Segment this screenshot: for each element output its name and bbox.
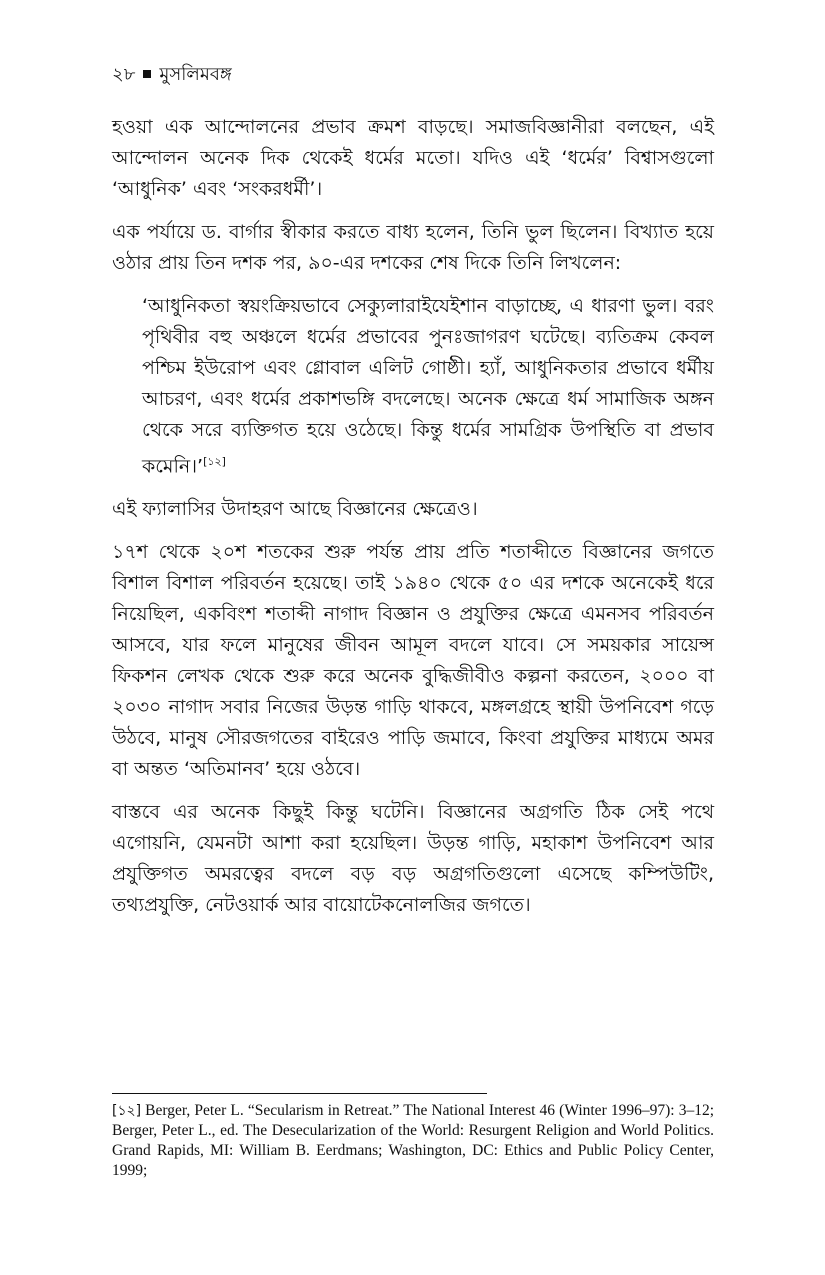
running-head (112, 62, 232, 88)
book-page (112, 0, 714, 1275)
paragraph-1: হওয়া এক আন্দোলনের প্রভাব ক্রমশ বাড়ছে। সমাজবিজ্ঞানীরা বলছেন, এই আন্দোলন অনেক দিক থেকেই ধর্মের মতো। যদিও এই ‘ধর্মের’ বিশ্বাসগুলো ‘আধুনিক’ এবং ‘সংকরধর্মী’। (112, 116, 714, 200)
footnote-reference[interactable]: [১২] (203, 455, 226, 468)
page-number: ২৮ (112, 64, 136, 85)
body-text (112, 112, 714, 933)
footnote (112, 1101, 714, 1181)
square-bullet-icon (143, 70, 151, 78)
footnote-text: Berger, Peter L. “Secularism in Retreat.” The National Interest 46 (Winter 1996–97): 3–12; Berger, Peter L., ed. The Desecularization of the World: Resurgent Religion and World Politics. Grand Rapids, MI: William B. Eerdmans; Washington, DC: Ethics and Public Policy Center, 1999; (112, 1102, 714, 1179)
footnote-divider (112, 1093, 487, 1094)
paragraph-5: বাস্তবে এর অনেক কিছুই কিন্তু ঘটেনি। বিজ্ঞানের অগ্রগতি ঠিক সেই পথে এগোয়নি, যেমনটা আশা করা হয়েছিল। উড়ন্ত গাড়ি, মহাকাশ উপনিবেশ আর প্রযুক্তিগত অমরত্বের বদলে বড় বড় অগ্রগতিগুলো এসেছে কম্পিউটিং, তথ্যপ্রযুক্তি, নেটওয়ার্ক আর বায়োটেকনোলজির জগতে। (112, 801, 714, 917)
paragraph-2: এক পর্যায়ে ড. বার্গার স্বীকার করতে বাধ্য হলেন, তিনি ভুল ছিলেন। বিখ্যাত হয়ে ওঠার প্রায় তিন দশক পর, ৯০-এর দশকের শেষ দিকে তিনি লিখলেন: (112, 221, 714, 274)
block-quote (142, 291, 714, 482)
quote-text: ‘আধুনিকতা স্বয়ংক্রিয়ভাবে সেক্যুলারাইযেইশান বাড়াচ্ছে, এ ধারণা ভুল। বরং পৃথিবীর বহু অঞ্চলে ধর্মের প্রভাবের পুনঃজাগরণ ঘটেছে। ব্যতিক্রম কেবল পশ্চিম ইউরোপ এবং গ্লোবাল এলিট গোষ্ঠী। হ্যাঁ, আধুনিকতার প্রভাবে ধর্মীয় আচরণ, এবং ধর্মের প্রকাশভঙ্গি বদলেছে। অনেক ক্ষেত্রে ধর্ম সামাজিক অঙ্গন থেকে সরে ব্যক্তিগত হয়ে ওঠেছে। কিন্তু ধর্মের সামগ্রিক উপস্থিতি বা প্রভাব কমেনি।’ (142, 295, 714, 478)
book-title: মুসলিমবঙ্গ (159, 64, 232, 85)
paragraph-4: ১৭শ থেকে ২০শ শতকের শুরু পর্যন্ত প্রায় প্রতি শতাব্দীতে বিজ্ঞানের জগতে বিশাল বিশাল পরিবর্তন হয়েছে। তাই ১৯৪০ থেকে ৫০ এর দশকে অনেকেই ধরে নিয়েছিল, একবিংশ শতাব্দী নাগাদ বিজ্ঞান ও প্রযুক্তির ক্ষেত্রে এমনসব পরিবর্তন আসবে, যার ফলে মানুষের জীবন আমূল বদলে যাবে। সে সময়কার সায়েন্স ফিকশন লেখক থেকে শুরু করে অনেক বুদ্ধিজীবীও কল্পনা করতেন, ২০০০ বা ২০৩০ নাগাদ সবার নিজের উড়ন্ত গাড়ি থাকবে, মঙ্গলগ্রহে স্থায়ী উপনিবেশ গড়ে উঠবে, মানুষ সৌরজগতের বাইরেও পাড়ি জমাবে, কিংবা প্রযুক্তির মাধ্যমে অমর বা অন্তত ‘অতিমানব’ হয়ে ওঠবে। (112, 541, 714, 781)
footnote-marker: [১২] (112, 1103, 142, 1119)
paragraph-3: এই ফ্যালাসির উদাহরণ আছে বিজ্ঞানের ক্ষেত্রেও। (112, 498, 478, 521)
